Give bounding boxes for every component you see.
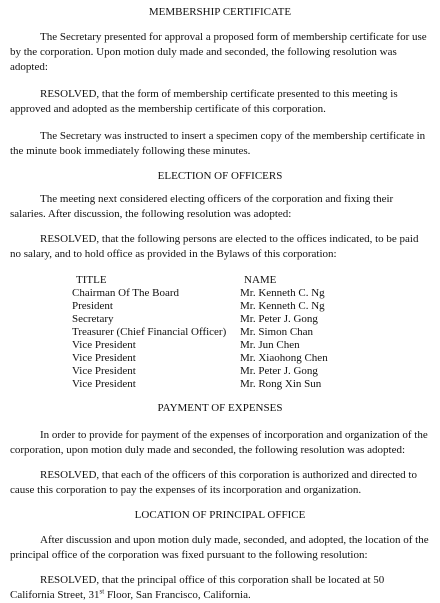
expenses-resolution: RESOLVED, that each of the officers of this corporation is authorized and directed to cause this corporation to pay the expenses of its incorporation and organization. [10, 469, 417, 496]
membership-paragraph-1: The Secretary presented for approval a proposed form of membership certificate for use by the corporation. Upon motion duly made and seconded, the following resolution was adopted: [10, 31, 427, 73]
officer-row [10, 313, 430, 326]
officers-table-header [10, 274, 430, 287]
officer-title: Vice President [72, 352, 136, 364]
officer-row [10, 352, 430, 365]
election-paragraph-1: The meeting next considered electing officers of the corporation and fixing their salaries. After discussion, the following resolution was adopted: [10, 193, 394, 220]
location-resolution-text-a: RESOLVED, that the principal office of this corporation shall be located at 50 California Street, 31 [10, 574, 385, 601]
membership-certificate-heading: MEMBERSHIP CERTIFICATE [148, 6, 292, 18]
officer-name: Mr. Rong Xin Sun [240, 378, 322, 390]
officers-name-column-header: NAME [244, 274, 277, 286]
officer-title: Secretary [72, 313, 114, 325]
location-of-principal-office-heading: LOCATION OF PRINCIPAL OFFICE [134, 509, 306, 521]
location-resolution-text-b: Floor, San Francisco, California. [104, 589, 251, 601]
election-resolution: RESOLVED, that the following persons are elected to the offices indicated, to be paid no salary, and to hold office as provided in the Bylaws of this corporation: [10, 233, 419, 260]
membership-paragraph-3: The Secretary was instructed to insert a specimen copy of the membership certificate in the minute book immediately following these minutes. [10, 130, 426, 157]
officer-row [10, 339, 430, 352]
officer-row [10, 300, 430, 313]
officer-title: Chairman Of The Board [72, 287, 180, 299]
officer-name: Mr. Kenneth C. Ng [240, 300, 325, 312]
payment-of-expenses-heading: PAYMENT OF EXPENSES [157, 402, 283, 414]
officers-table [10, 287, 430, 391]
officer-name: Mr. Peter J. Gong [240, 313, 318, 325]
officer-row [10, 326, 430, 339]
officers-title-column-header: TITLE [76, 274, 107, 286]
ordinal-suffix: st [99, 587, 105, 596]
location-paragraph-1: After discussion and upon motion duly made, seconded, and adopted, the location of the principal office of the corporation was fixed pursuant to the following resolution: [10, 534, 429, 561]
officer-title: President [72, 300, 113, 312]
officer-name: Mr. Kenneth C. Ng [240, 287, 325, 299]
officer-row [10, 287, 430, 300]
officer-row [10, 365, 430, 378]
officer-title: Vice President [72, 339, 136, 351]
membership-resolution: RESOLVED, that the form of membership certificate presented to this meeting is approved and adopted as the membership certificate of this corporation. [10, 88, 398, 115]
officer-name: Mr. Xiaohong Chen [240, 352, 328, 364]
officer-name: Mr. Simon Chan [240, 326, 314, 338]
election-of-officers-heading: ELECTION OF OFFICERS [157, 170, 283, 182]
location-resolution [10, 573, 430, 603]
expenses-paragraph-1: In order to provide for payment of the expenses of incorporation and organization of the corporation, upon motion duly made and seconded, the following resolution was adopted: [10, 429, 428, 456]
officer-name: Mr. Peter J. Gong [240, 365, 318, 377]
officer-title: Treasurer (Chief Financial Officer) [72, 326, 227, 338]
officer-name: Mr. Jun Chen [240, 339, 300, 351]
officer-row [10, 378, 430, 391]
officer-title: Vice President [72, 378, 136, 390]
officer-title: Vice President [72, 365, 136, 377]
